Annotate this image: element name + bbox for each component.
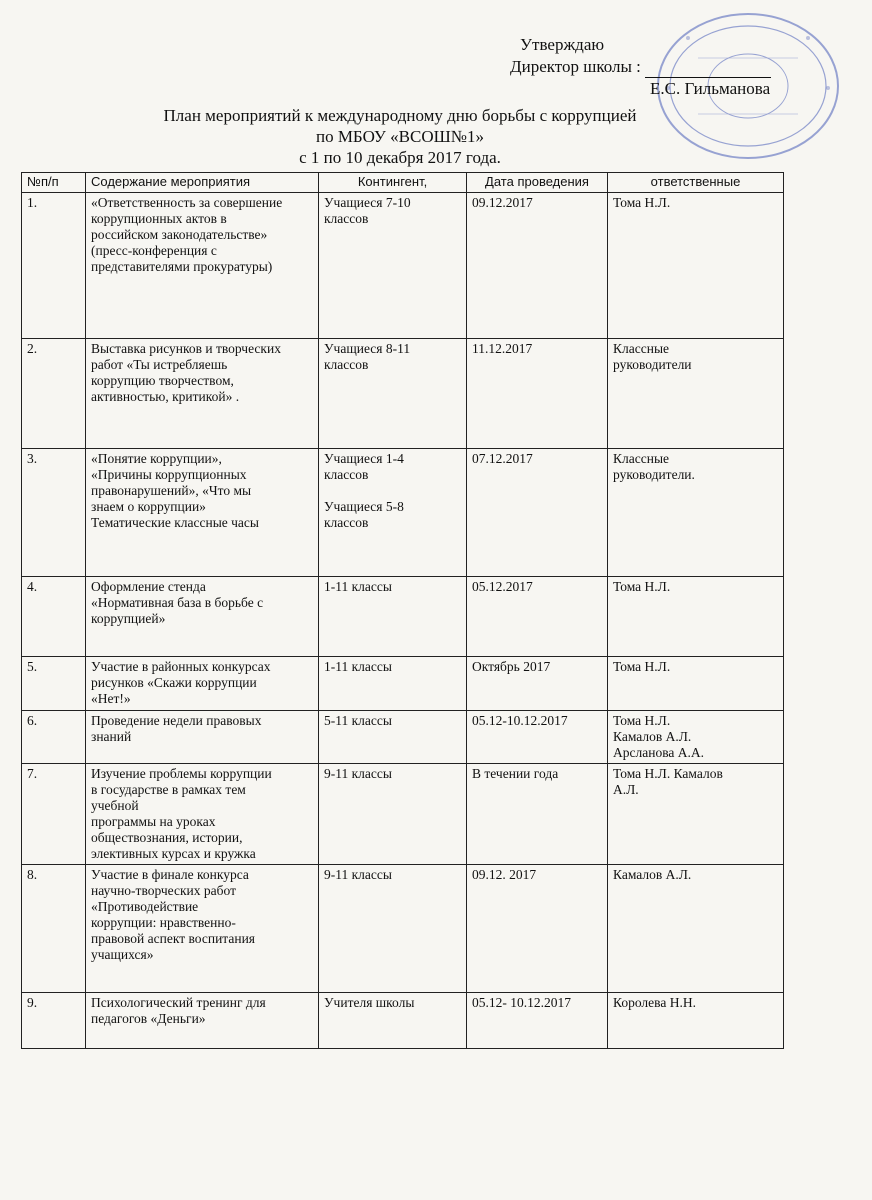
- event-content-line: коррупционных актов в: [91, 211, 227, 226]
- event-contingent-line: классов: [324, 211, 369, 226]
- document-title: [0, 105, 800, 168]
- event-content-line: знаний: [91, 729, 132, 744]
- table-row: [22, 764, 784, 865]
- event-content-line: педагогов «Деньги»: [91, 1011, 206, 1026]
- event-responsible-line: руководители.: [613, 467, 695, 482]
- event-content-line: Психологический тренинг для: [91, 995, 266, 1010]
- event-responsible-line: Тома Н.Л.: [613, 713, 671, 728]
- event-content-line: правонарушений», «Что мы: [91, 483, 252, 498]
- event-content-line: Проведение недели правовых: [91, 713, 262, 728]
- event-responsible-line: Тома Н.Л.: [613, 195, 671, 210]
- header-contingent: Контингент,: [319, 173, 467, 193]
- event-contingent: [319, 449, 467, 577]
- event-date: В течении года: [467, 764, 608, 865]
- event-content-line: Выставка рисунков и творческих: [91, 341, 281, 356]
- event-content-line: активностью, критикой» .: [91, 389, 240, 404]
- event-date: 11.12.2017: [467, 339, 608, 449]
- event-contingent-line: Учащиеся 7-10: [324, 195, 411, 210]
- event-content-line: научно-творческих работ: [91, 883, 236, 898]
- event-contingent-line: 9-11 классы: [324, 867, 392, 882]
- table-row: [22, 449, 784, 577]
- event-responsible-line: Камалов А.Л.: [613, 729, 692, 744]
- row-number: 9.: [22, 993, 86, 1049]
- event-content-line: коррупции: нравственно-: [91, 915, 236, 930]
- row-number: 2.: [22, 339, 86, 449]
- event-content-line: элективных курсах и кружка: [91, 846, 256, 861]
- event-content-line: Участие в районных конкурсах: [91, 659, 271, 674]
- event-content: [86, 764, 319, 865]
- event-content-line: коррупцию творчеством,: [91, 373, 234, 388]
- row-number: 7.: [22, 764, 86, 865]
- title-line-3: с 1 по 10 декабря 2017 года.: [299, 148, 501, 167]
- table-row: [22, 657, 784, 711]
- event-responsible-line: Арсланова А.А.: [613, 745, 705, 760]
- event-content-line: правовой аспект воспитания: [91, 931, 256, 946]
- event-contingent: [319, 193, 467, 339]
- event-contingent-line: 1-11 классы: [324, 579, 392, 594]
- event-content-line: в государстве в рамках тем: [91, 782, 246, 797]
- events-table: [21, 172, 784, 1049]
- event-content-line: программы на уроках: [91, 814, 216, 829]
- event-content-line: работ «Ты истребляешь: [91, 357, 228, 372]
- event-date: 09.12. 2017: [467, 865, 608, 993]
- event-content: [86, 193, 319, 339]
- event-contingent: [319, 865, 467, 993]
- event-contingent-line: Учителя школы: [324, 995, 415, 1010]
- event-date: 09.12.2017: [467, 193, 608, 339]
- row-number: 6.: [22, 711, 86, 764]
- event-contingent: [319, 339, 467, 449]
- event-contingent-line: 5-11 классы: [324, 713, 392, 728]
- event-content-line: Оформление стенда: [91, 579, 206, 594]
- event-content-line: (пресс-конференция с: [91, 243, 217, 258]
- director-name: Е.С. Гильманова: [650, 79, 771, 98]
- event-content-line: знаем о коррупции»: [91, 499, 206, 514]
- event-content-line: «Ответственность за совершение: [91, 195, 283, 210]
- event-date: 05.12-10.12.2017: [467, 711, 608, 764]
- event-contingent-line: 1-11 классы: [324, 659, 392, 674]
- event-content-line: «Противодействие: [91, 899, 199, 914]
- event-content-line: коррупцией»: [91, 611, 166, 626]
- row-number: 8.: [22, 865, 86, 993]
- event-contingent-line: классов: [324, 515, 369, 530]
- event-contingent: [319, 657, 467, 711]
- event-responsible: [608, 193, 784, 339]
- event-date: 05.12.2017: [467, 577, 608, 657]
- event-responsible: [608, 711, 784, 764]
- event-responsible-line: Классные: [613, 451, 670, 466]
- table-header-row: [22, 173, 784, 193]
- table-row: [22, 993, 784, 1049]
- event-content-line: «Нет!»: [91, 691, 131, 706]
- event-responsible: [608, 657, 784, 711]
- event-date: 07.12.2017: [467, 449, 608, 577]
- event-content: [86, 993, 319, 1049]
- event-content: [86, 449, 319, 577]
- event-contingent-line: Учащиеся 1-4: [324, 451, 404, 466]
- event-contingent-line: 9-11 классы: [324, 766, 392, 781]
- event-responsible-line: А.Л.: [613, 782, 639, 797]
- signature-line: [645, 59, 771, 78]
- row-number: 4.: [22, 577, 86, 657]
- event-responsible: [608, 449, 784, 577]
- event-contingent-line: Учащиеся 5-8: [324, 499, 404, 514]
- event-content-line: российском законодательстве»: [91, 227, 268, 242]
- event-date: 05.12- 10.12.2017: [467, 993, 608, 1049]
- table-row: [22, 865, 784, 993]
- event-contingent-line: классов: [324, 357, 369, 372]
- event-responsible: [608, 865, 784, 993]
- approve-label: Утверждаю: [520, 35, 605, 54]
- event-content-line: Тематические классные часы: [91, 515, 259, 530]
- event-content-line: «Причины коррупционных: [91, 467, 247, 482]
- event-contingent-line: классов: [324, 467, 369, 482]
- event-contingent: [319, 577, 467, 657]
- director-line: [510, 56, 771, 78]
- event-responsible: [608, 339, 784, 449]
- table-row: [22, 577, 784, 657]
- row-number: 1.: [22, 193, 86, 339]
- row-number: 3.: [22, 449, 86, 577]
- event-responsible-line: руководители: [613, 357, 692, 372]
- event-content-line: «Нормативная база в борьбе с: [91, 595, 264, 610]
- header-content: Содержание мероприятия: [86, 173, 319, 193]
- row-number: 5.: [22, 657, 86, 711]
- event-content-line: рисунков «Скажи коррупции: [91, 675, 257, 690]
- event-contingent: [319, 711, 467, 764]
- event-responsible-line: Тома Н.Л.: [613, 659, 671, 674]
- event-responsible: [608, 764, 784, 865]
- event-responsible-line: Королева Н.Н.: [613, 995, 696, 1010]
- event-responsible-line: Тома Н.Л.: [613, 579, 671, 594]
- director-label: Директор школы :: [510, 57, 641, 76]
- event-content-line: представителями прокуратуры): [91, 259, 273, 274]
- event-content: [86, 339, 319, 449]
- event-content: [86, 711, 319, 764]
- event-responsible: [608, 993, 784, 1049]
- header-responsible: ответственные: [608, 173, 784, 193]
- header-date: Дата проведения: [467, 173, 608, 193]
- table-row: [22, 193, 784, 339]
- event-date: Октябрь 2017: [467, 657, 608, 711]
- event-content-line: Участие в финале конкурса: [91, 867, 249, 882]
- event-responsible-line: Классные: [613, 341, 670, 356]
- event-content-line: обществознания, истории,: [91, 830, 243, 845]
- event-content-line: учащихся»: [91, 947, 154, 962]
- approval-block: [510, 34, 771, 100]
- event-content: [86, 657, 319, 711]
- title-line-1: План мероприятий к международному дню борьбы с коррупцией: [163, 106, 637, 125]
- event-contingent: [319, 764, 467, 865]
- event-contingent-line: [324, 483, 461, 499]
- event-content-line: Изучение проблемы коррупции: [91, 766, 272, 781]
- event-content: [86, 865, 319, 993]
- event-content-line: учебной: [91, 798, 139, 813]
- event-contingent: [319, 993, 467, 1049]
- event-contingent-line: Учащиеся 8-11: [324, 341, 411, 356]
- event-responsible-line: Тома Н.Л. Камалов: [613, 766, 723, 781]
- event-responsible-line: Камалов А.Л.: [613, 867, 692, 882]
- table-row: [22, 339, 784, 449]
- title-line-2: по МБОУ «ВСОШ№1»: [315, 127, 485, 146]
- header-num: №п/п: [22, 173, 86, 193]
- event-responsible: [608, 577, 784, 657]
- event-content-line: «Понятие коррупции»,: [91, 451, 222, 466]
- event-content: [86, 577, 319, 657]
- table-row: [22, 711, 784, 764]
